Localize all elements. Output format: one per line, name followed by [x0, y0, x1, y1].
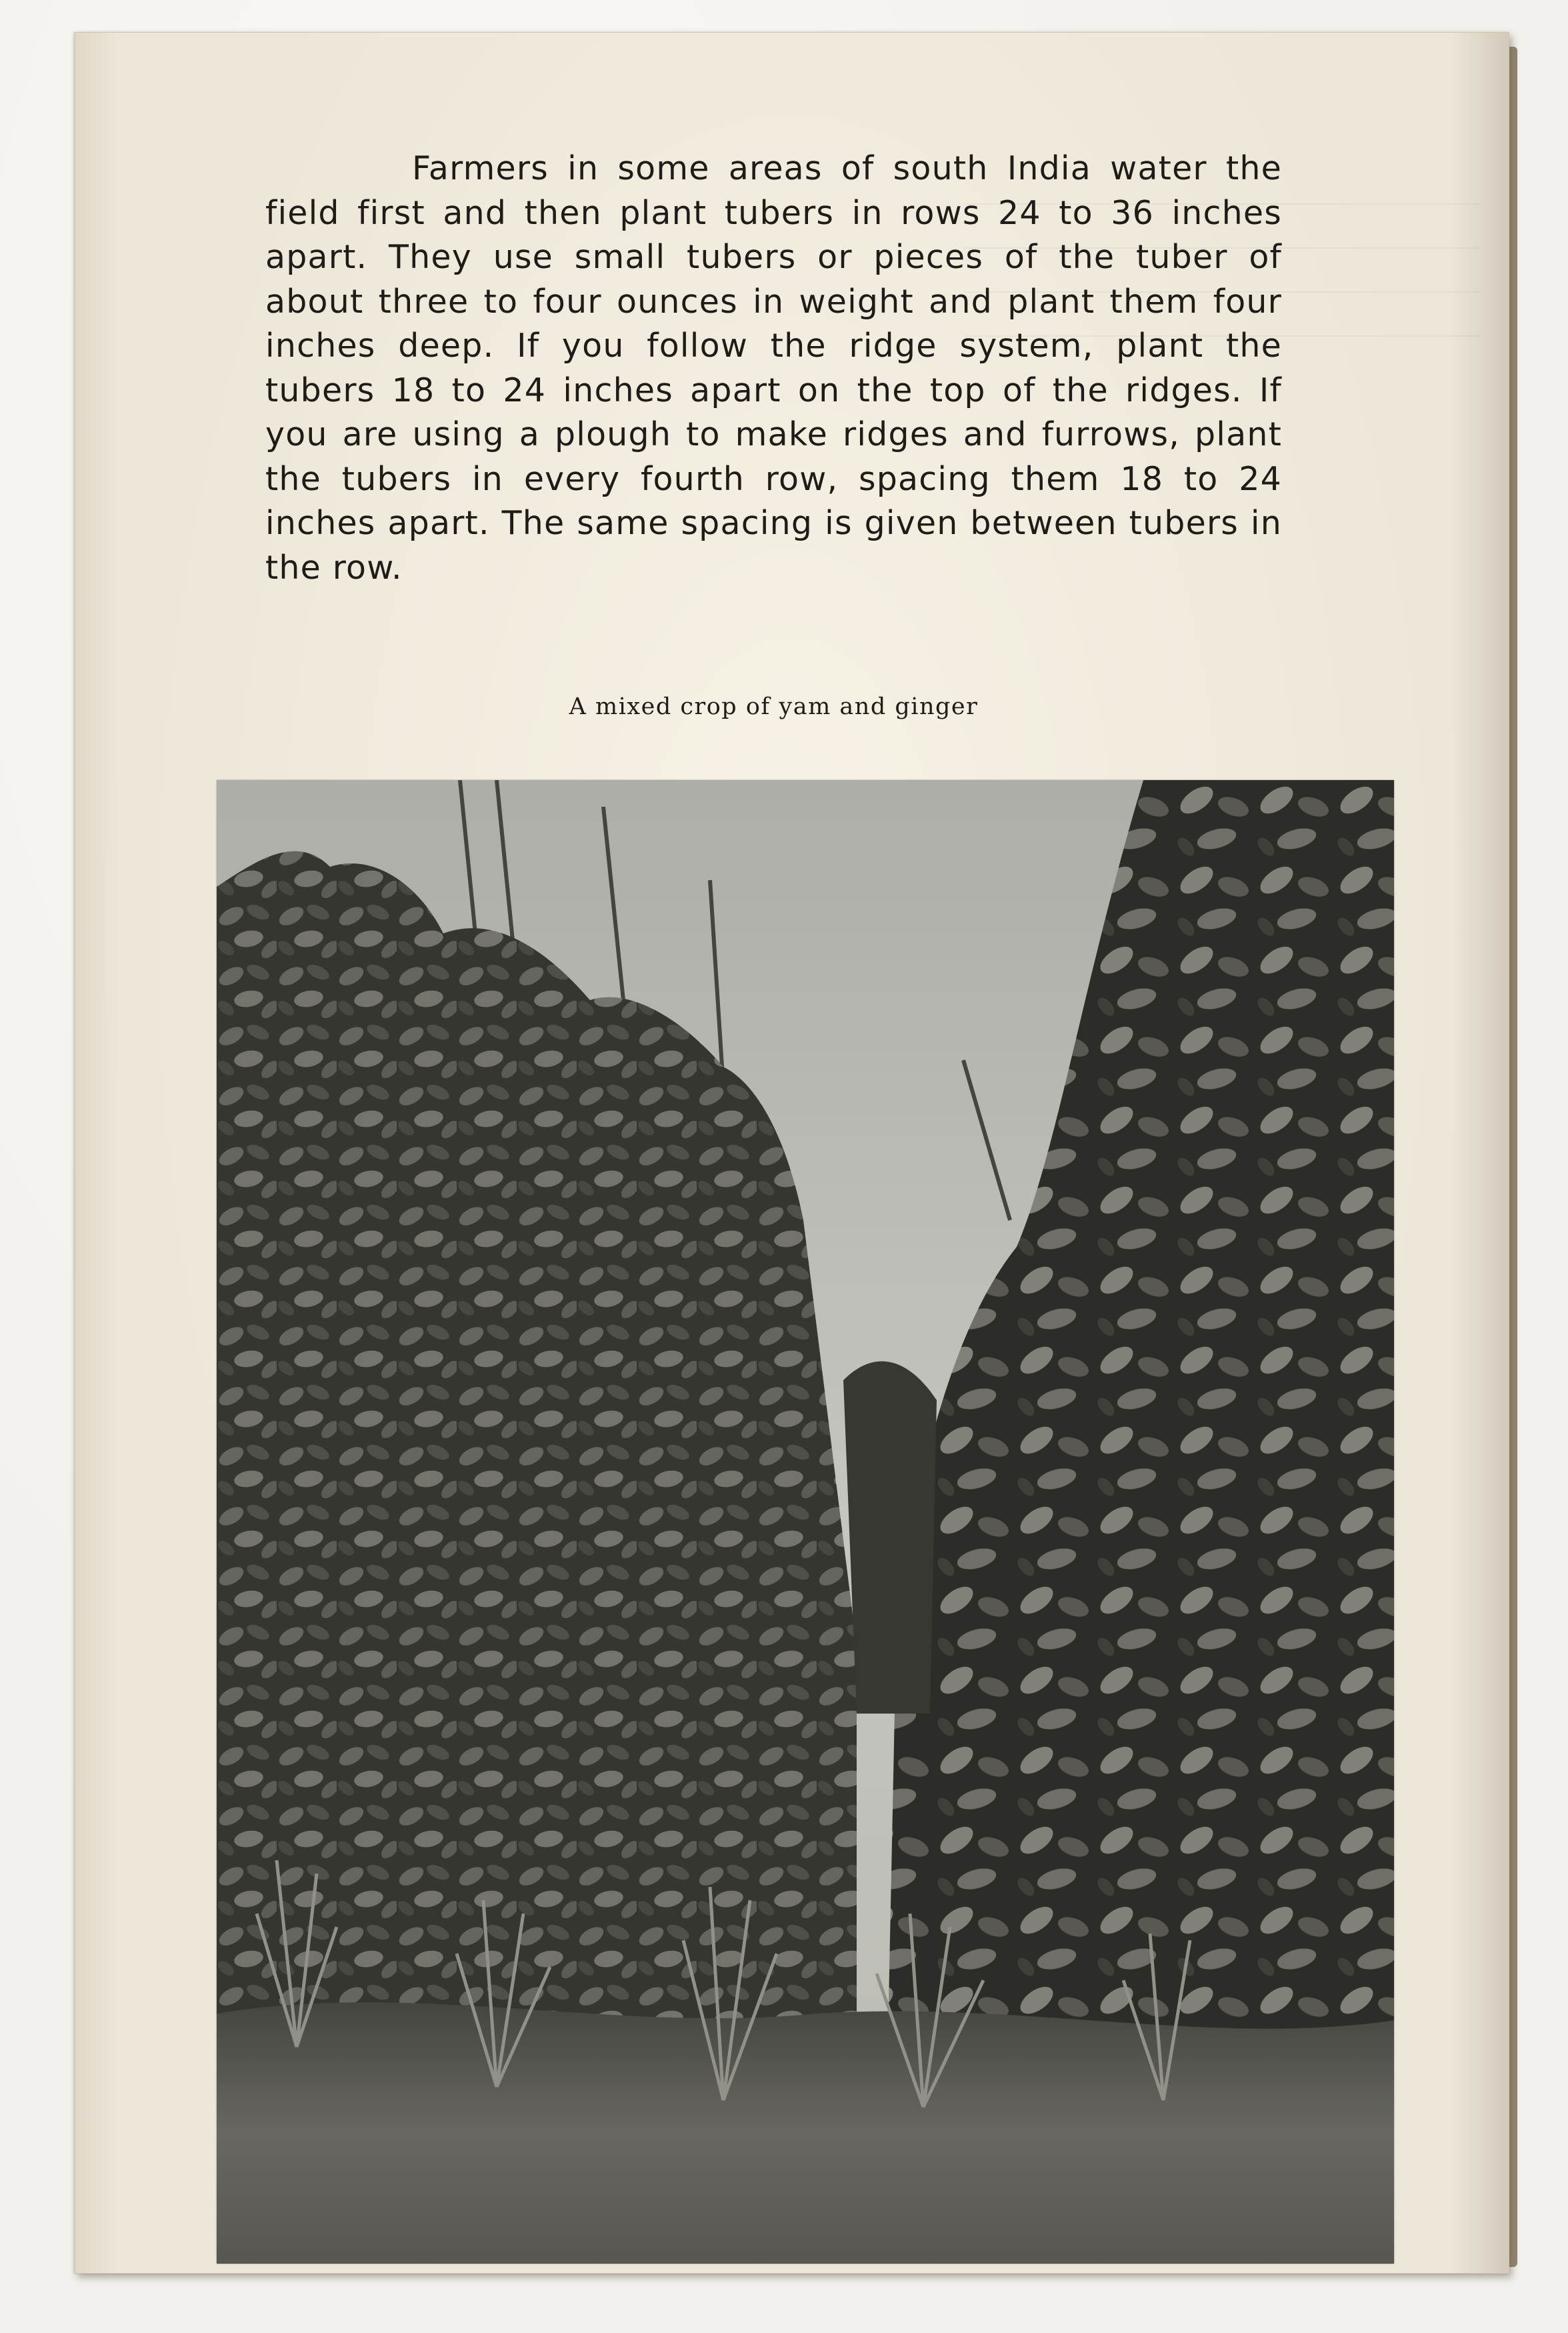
body-paragraph: Farmers in some areas of south India water the field first and then plant tubers in rows 24 to 36 inches apart. They use small tubers or pieces of the tuber of about three to four ounces in weight and plant them four inches deep. If you follow the ridge system, plant the tubers 18 to 24 inches apart on the top of the ridges. If you are using a plough to make ridges and furrows, plant the tubers in every fourth row, spacing them 18 to 24 inches apart. The same spacing is given between tubers in the row.	[265, 149, 1282, 587]
yam-ginger-photograph	[217, 780, 1394, 2264]
photo-illustration	[217, 780, 1394, 2264]
photo-caption: A mixed crop of yam and ginger	[569, 693, 979, 720]
